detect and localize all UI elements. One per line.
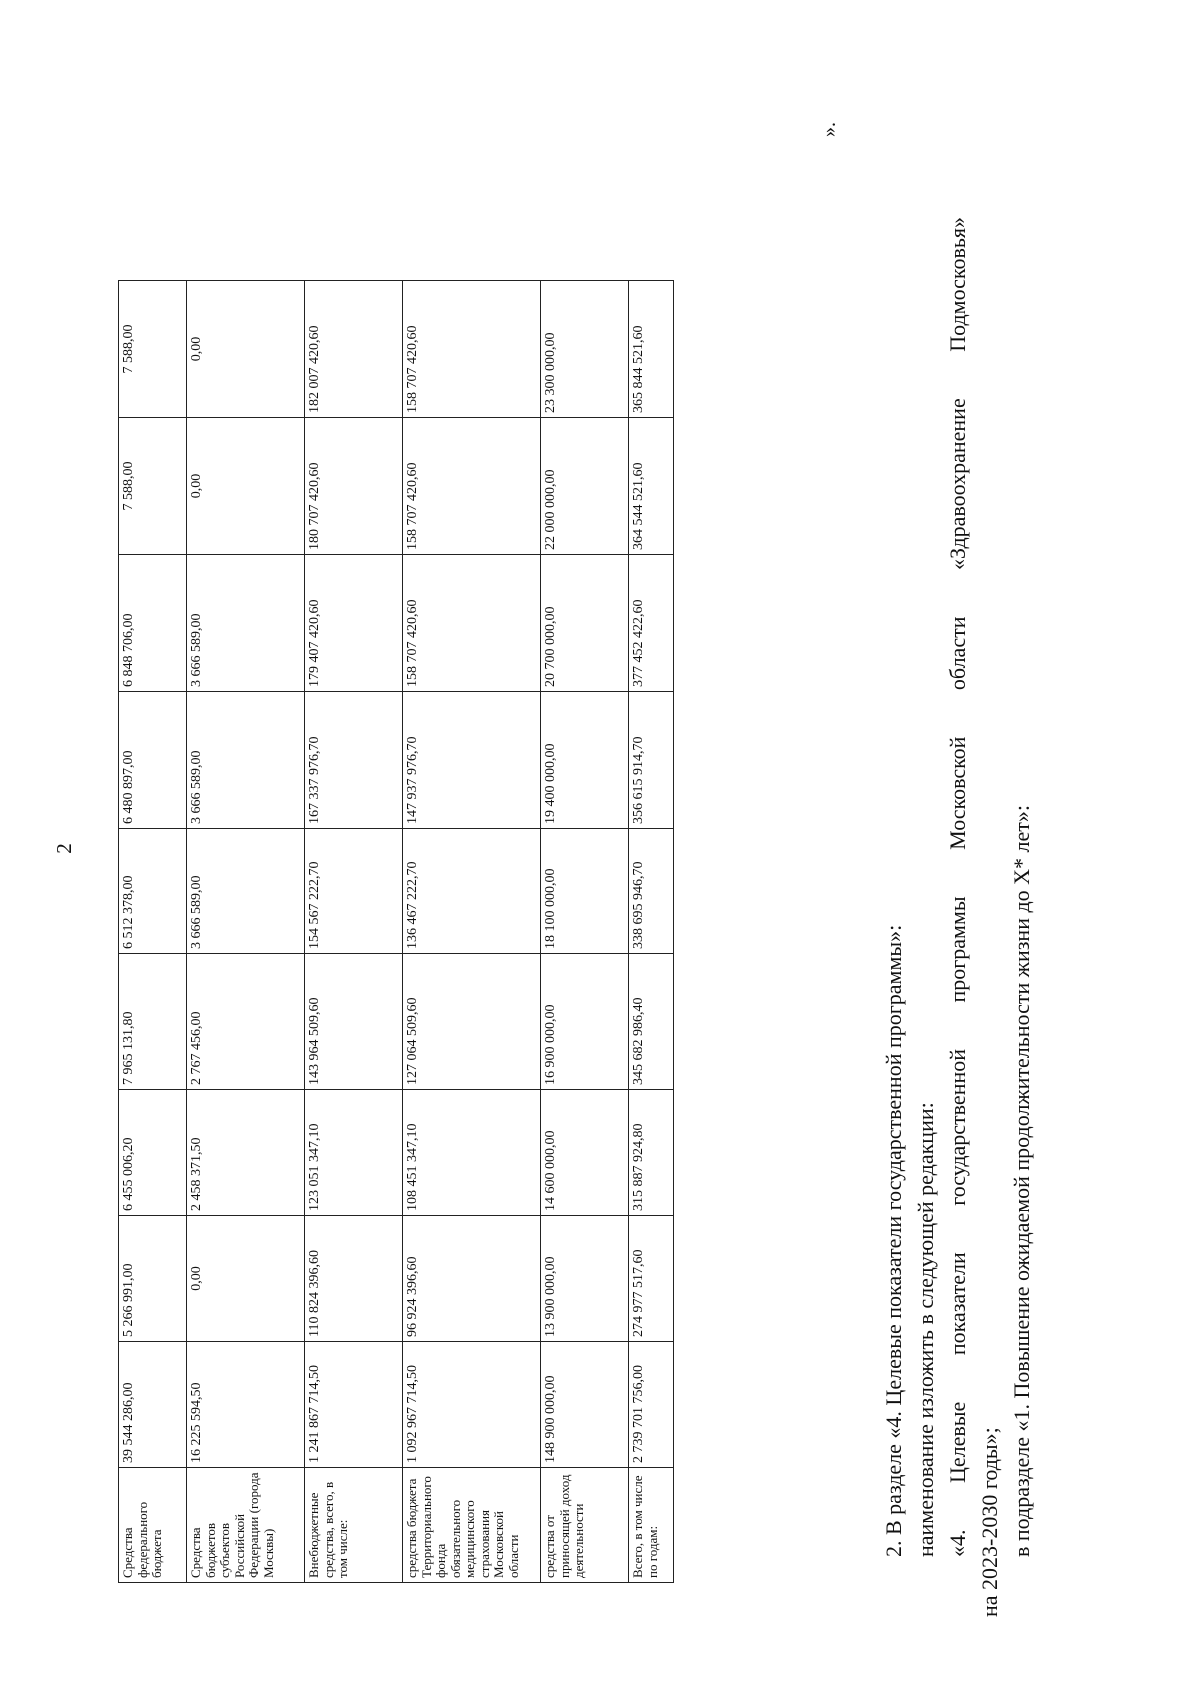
table-cell: 143 964 509,60	[305, 954, 403, 1090]
amendment-paragraph-1: 2. В разделе «4. Целевые показатели государственной программы»:	[881, 924, 906, 1557]
table-cell: 3 666 589,00	[187, 829, 305, 954]
table-cell: 377 452 422,60	[629, 555, 674, 692]
table-cell: 7 965 131,80	[119, 954, 187, 1090]
table-cell: 180 707 420,60	[305, 418, 403, 555]
table-cell: 2 458 371,50	[187, 1090, 305, 1216]
table-cell: 147 937 976,70	[403, 692, 541, 829]
table-cell: 158 707 420,60	[403, 555, 541, 692]
table-cell: 6 480 897,00	[119, 692, 187, 829]
table-cell: 0,00	[187, 1216, 305, 1342]
table-cell: 158 707 420,60	[403, 418, 541, 555]
table-cell: 7 588,00	[119, 281, 187, 418]
table-cell: 356 615 914,70	[629, 692, 674, 829]
table-cell: 3 666 589,00	[187, 555, 305, 692]
table-cell: 3 666 589,00	[187, 692, 305, 829]
table-cell: 7 588,00	[119, 418, 187, 555]
table-cell: 167 337 976,70	[305, 692, 403, 829]
table-cell: 127 064 509,60	[403, 954, 541, 1090]
table-cell: 6 512 378,00	[119, 829, 187, 954]
table-cell: 345 682 986,40	[629, 954, 674, 1090]
table-cell: 6 455 006,20	[119, 1090, 187, 1216]
table-cell: 0,00	[187, 418, 305, 555]
table-cell: 18 100 000,00	[541, 829, 629, 954]
amendment-paragraph-3: «4. Целевые показатели государственной программы Московской области «Здравоохранение Подмосковья»	[944, 217, 970, 1557]
page-number: 2	[52, 843, 76, 854]
funding-table	[118, 280, 674, 1583]
table-cell: 1 092 967 714,50	[403, 1342, 541, 1468]
table-cell: 13 900 000,00	[541, 1216, 629, 1342]
table-row	[403, 281, 541, 1583]
table-row	[541, 281, 629, 1583]
table-cell: 365 844 521,60	[629, 281, 674, 418]
table-cell: 6 848 706,00	[119, 555, 187, 692]
table-cell: 179 407 420,60	[305, 555, 403, 692]
table-cell: 96 924 396,60	[403, 1216, 541, 1342]
table-cell: 148 900 000,00	[541, 1342, 629, 1468]
table-cell: 154 567 222,70	[305, 829, 403, 954]
amendment-paragraph-4: в подразделе «1. Повышение ожидаемой продолжительности жизни до X* лет»:	[1008, 804, 1034, 1557]
row-label: средства бюджета Территориального фонда обязательного медицинского страхования Московской области	[403, 1468, 541, 1583]
table-cell: 0,00	[187, 281, 305, 418]
table-cell: 20 700 000,00	[541, 555, 629, 692]
table-cell: 19 400 000,00	[541, 692, 629, 829]
table-cell: 16 225 594,50	[187, 1342, 305, 1468]
table-cell: 338 695 946,70	[629, 829, 674, 954]
table-cell: 110 824 396,60	[305, 1216, 403, 1342]
table-cell: 1 241 867 714,50	[305, 1342, 403, 1468]
table-cell: 5 266 991,00	[119, 1216, 187, 1342]
table-cell: 2 767 456,00	[187, 954, 305, 1090]
table-cell: 16 900 000,00	[541, 954, 629, 1090]
row-label: Средства федерального бюджета	[119, 1468, 187, 1583]
table-cell: 158 707 420,60	[403, 281, 541, 418]
amendment-text	[878, 217, 1037, 1617]
table-cell: 315 887 924,80	[629, 1090, 674, 1216]
row-label: Внебюджетные средства, всего, в том числе:	[305, 1468, 403, 1583]
closing-quote-mark: ».	[818, 122, 840, 137]
table-cell: 364 544 521,60	[629, 418, 674, 555]
table-cell: 123 051 347,10	[305, 1090, 403, 1216]
table-row	[119, 281, 187, 1583]
table-cell: 274 977 517,60	[629, 1216, 674, 1342]
table-cell: 136 467 222,70	[403, 829, 541, 954]
table-cell: 22 000 000,00	[541, 418, 629, 555]
table-cell: 39 544 286,00	[119, 1342, 187, 1468]
amendment-paragraph-3-cont: на 2023-2030 годы»;	[976, 1427, 1002, 1617]
table-row	[187, 281, 305, 1583]
row-label: средства от приносящей доход деятельности	[541, 1468, 629, 1583]
table-cell: 108 451 347,10	[403, 1090, 541, 1216]
table-cell: 182 007 420,60	[305, 281, 403, 418]
table-cell: 14 600 000,00	[541, 1090, 629, 1216]
row-label: Всего, в том числе по годам:	[629, 1468, 674, 1583]
table-row	[629, 281, 674, 1583]
table-cell: 23 300 000,00	[541, 281, 629, 418]
amendment-paragraph-2: наименование изложить в следующей редакции:	[912, 1102, 938, 1557]
table-row	[305, 281, 403, 1583]
row-label: Средства бюджетов субъектов Российской Федерации (города Москвы)	[187, 1468, 305, 1583]
table-cell: 2 739 701 756,00	[629, 1342, 674, 1468]
